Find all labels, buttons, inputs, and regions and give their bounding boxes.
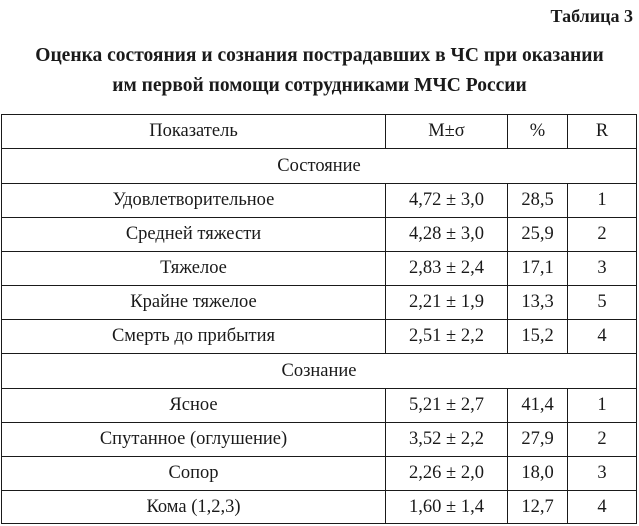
header-cell-percent: % [508,115,568,149]
table-row [2,218,637,252]
header-cell-indicator: Показатель [2,115,386,149]
table-row [2,423,637,457]
cell-indicator: Сопор [2,457,386,491]
cell-mean-sd: 4,72 ± 3,0 [386,184,508,218]
cell-percent: 28,5 [508,184,568,218]
section-title: Сознание [2,354,637,389]
cell-rank: 3 [568,457,637,491]
cell-indicator: Тяжелое [2,252,386,286]
cell-percent: 18,0 [508,457,568,491]
cell-mean-sd: 5,21 ± 2,7 [386,389,508,423]
cell-mean-sd: 3,52 ± 2,2 [386,423,508,457]
cell-mean-sd: 2,51 ± 2,2 [386,320,508,354]
cell-indicator: Смерть до прибытия [2,320,386,354]
caption-line-2: им первой помощи сотрудниками МЧС России [112,75,527,96]
table-row [2,252,637,286]
table-row [2,286,637,320]
table-row [2,320,637,354]
table-row [2,184,637,218]
cell-rank: 1 [568,389,637,423]
cell-rank: 3 [568,252,637,286]
cell-percent: 27,9 [508,423,568,457]
caption-line-1: Оценка состояния и сознания пострадавших в ЧС при оказании [35,45,604,66]
cell-rank: 2 [568,423,637,457]
table-row [2,389,637,423]
cell-percent: 13,3 [508,286,568,320]
cell-percent: 41,4 [508,389,568,423]
section-row-consciousness [2,354,637,389]
table-row [2,491,637,524]
cell-percent: 12,7 [508,491,568,524]
data-table [1,114,637,524]
cell-indicator: Спутанное (оглушение) [2,423,386,457]
cell-indicator: Средней тяжести [2,218,386,252]
cell-rank: 1 [568,184,637,218]
cell-mean-sd: 1,60 ± 1,4 [386,491,508,524]
table-row [2,457,637,491]
cell-rank: 5 [568,286,637,320]
section-row-condition [2,149,637,184]
header-cell-mean-sd: M±σ [386,115,508,149]
header-row [2,115,637,149]
section-title: Состояние [2,149,637,184]
cell-rank: 4 [568,491,637,524]
table-number: Таблица 3 [550,6,633,26]
cell-mean-sd: 2,21 ± 1,9 [386,286,508,320]
header-cell-rank: R [568,115,637,149]
cell-percent: 25,9 [508,218,568,252]
cell-mean-sd: 4,28 ± 3,0 [386,218,508,252]
cell-indicator: Кома (1,2,3) [2,491,386,524]
table-caption [0,41,639,101]
cell-rank: 4 [568,320,637,354]
cell-indicator: Удовлетворительное [2,184,386,218]
cell-indicator: Крайне тяжелое [2,286,386,320]
cell-mean-sd: 2,83 ± 2,4 [386,252,508,286]
cell-indicator: Ясное [2,389,386,423]
cell-percent: 17,1 [508,252,568,286]
cell-rank: 2 [568,218,637,252]
cell-mean-sd: 2,26 ± 2,0 [386,457,508,491]
cell-percent: 15,2 [508,320,568,354]
